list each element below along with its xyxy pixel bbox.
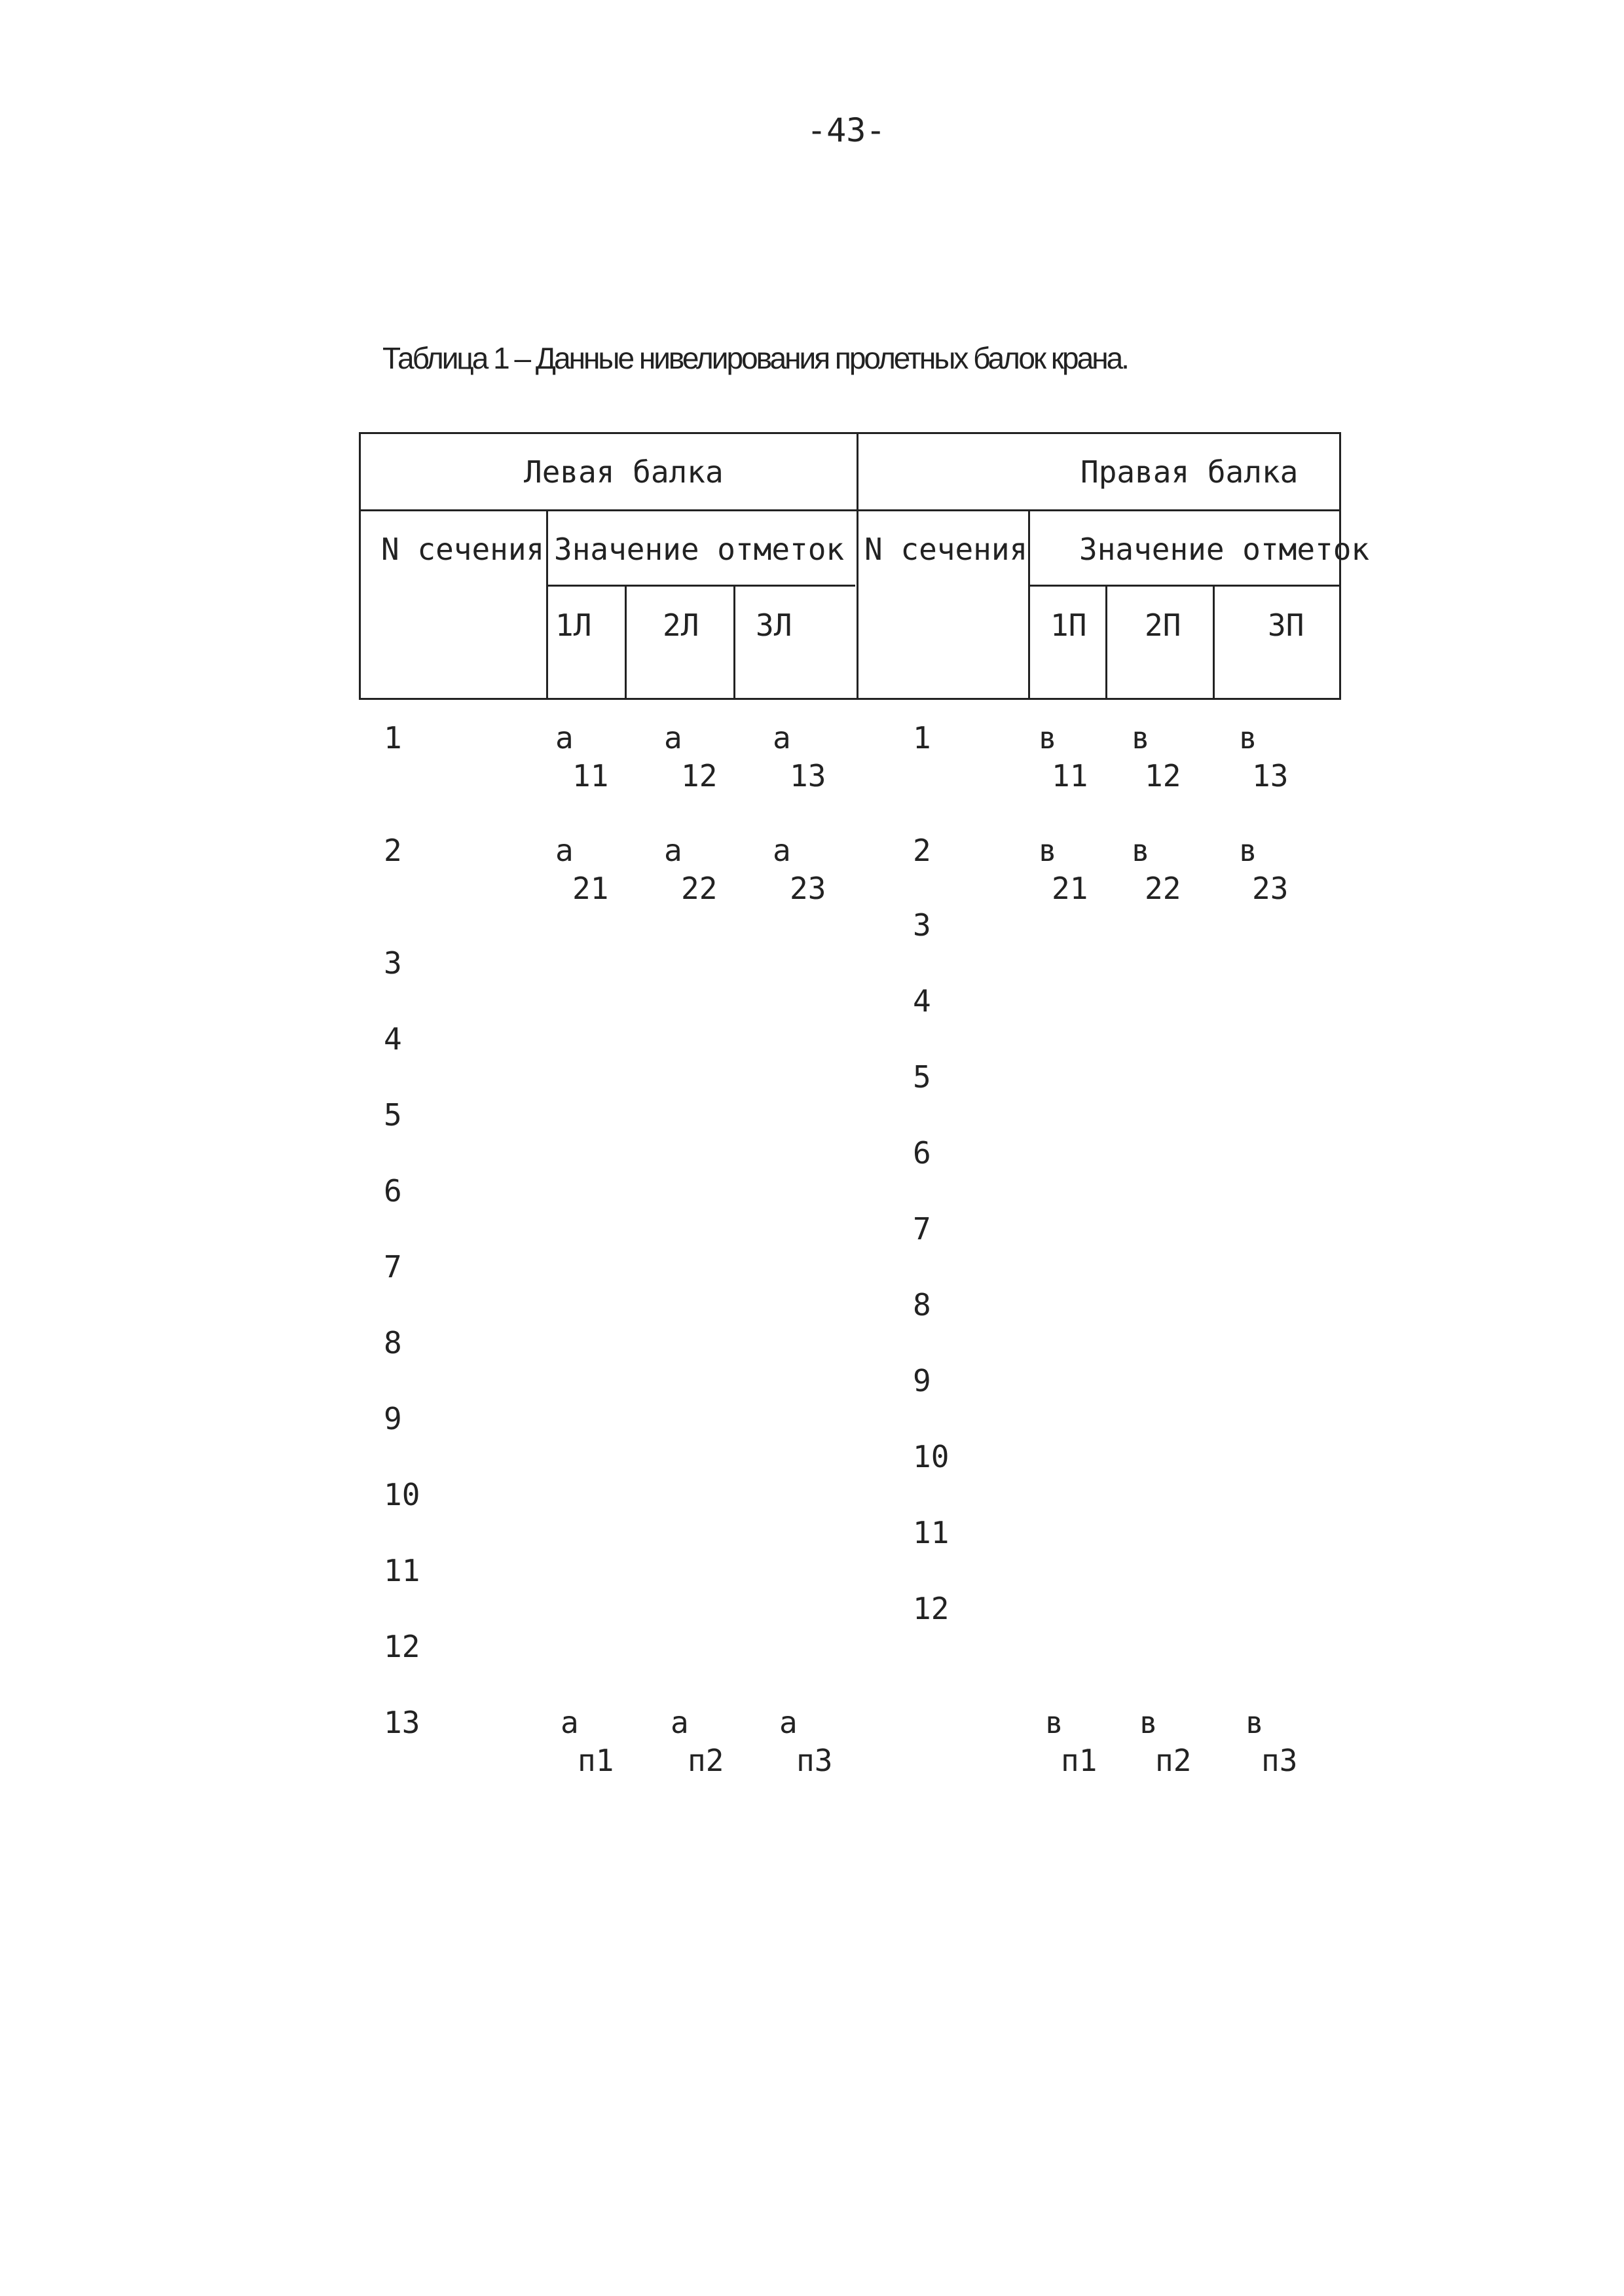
right-value-letter: в [1039,720,1057,756]
left-value-index: 22 [681,871,718,906]
left-values-header: Значение отметок [554,532,845,567]
right-value-index: п1 [1061,1743,1098,1778]
col-header-2L: 2Л [663,608,699,643]
left-section-number: 8 [384,1325,402,1360]
right-section-number: 9 [913,1363,931,1398]
left-section-number: 4 [384,1021,402,1057]
right-section-number: 12 [913,1591,950,1626]
col-header-3P: 3П [1268,608,1304,643]
left-section-number: 7 [384,1249,402,1285]
col-header-1L: 1Л [555,608,592,643]
right-value-letter: в [1139,1705,1158,1740]
right-section-number: 11 [913,1515,950,1550]
left-value-letter: а [779,1705,798,1740]
left-value-index: п2 [688,1743,724,1778]
right-section-header: N сечения [864,532,1028,567]
left-value-letter: а [671,1705,689,1740]
left-beam-title: Левая балка [524,454,724,490]
left-value-index: 11 [572,758,609,793]
right-value-index: 23 [1252,871,1289,906]
right-value-index: 21 [1052,871,1088,906]
col-header-2P: 2П [1145,608,1181,643]
page-number: -43- [807,111,886,149]
right-value-letter: в [1239,833,1257,868]
right-value-letter: в [1132,720,1150,756]
left-section-number: 6 [384,1173,402,1209]
right-value-index: 11 [1052,758,1088,793]
right-value-letter: в [1045,1705,1063,1740]
left-value-letter: а [773,720,791,756]
left-value-index: п1 [578,1743,614,1778]
left-section-number: 3 [384,945,402,981]
right-section-number: 1 [913,720,931,756]
right-value-index: 22 [1145,871,1181,906]
right-value-index: 13 [1252,758,1289,793]
left-value-index: 21 [572,871,609,906]
left-value-letter: а [561,1705,579,1740]
left-section-number: 10 [384,1477,420,1512]
left-section-number: 9 [384,1401,402,1436]
right-section-number: 2 [913,833,931,868]
left-value-index: 13 [790,758,826,793]
right-value-letter: в [1039,833,1057,868]
left-section-header: N сечения [381,532,545,567]
right-section-number: 3 [913,907,931,943]
right-value-index: п2 [1155,1743,1192,1778]
right-value-index: п3 [1261,1743,1298,1778]
left-value-letter: а [555,833,574,868]
left-value-letter: а [664,720,682,756]
right-value-letter: в [1239,720,1257,756]
right-value-index: 12 [1145,758,1181,793]
left-section-number: 12 [384,1629,420,1664]
left-value-index: 23 [790,871,826,906]
right-section-number: 10 [913,1439,950,1474]
right-section-number: 7 [913,1211,931,1247]
left-value-index: 12 [681,758,718,793]
left-value-letter: а [555,720,574,756]
left-section-number: 11 [384,1553,420,1588]
left-value-index: п3 [796,1743,833,1778]
right-section-number: 4 [913,983,931,1019]
table-caption: Таблица 1 – Данные нивелирования пролетных балок крана. [382,341,1128,375]
right-value-letter: в [1132,833,1150,868]
left-section-number: 1 [384,720,402,756]
left-section-number: 2 [384,833,402,868]
right-value-letter: в [1246,1705,1264,1740]
right-section-number: 5 [913,1059,931,1095]
right-section-number: 6 [913,1135,931,1171]
left-value-letter: а [664,833,682,868]
col-header-3L: 3Л [756,608,792,643]
col-header-1P: 1П [1050,608,1087,643]
left-value-letter: а [773,833,791,868]
left-section-number: 13 [384,1705,420,1740]
left-section-number: 5 [384,1097,402,1133]
right-section-number: 8 [913,1287,931,1322]
right-values-header: Значение отметок [1079,532,1370,567]
right-beam-title: Правая балка [1080,454,1299,490]
